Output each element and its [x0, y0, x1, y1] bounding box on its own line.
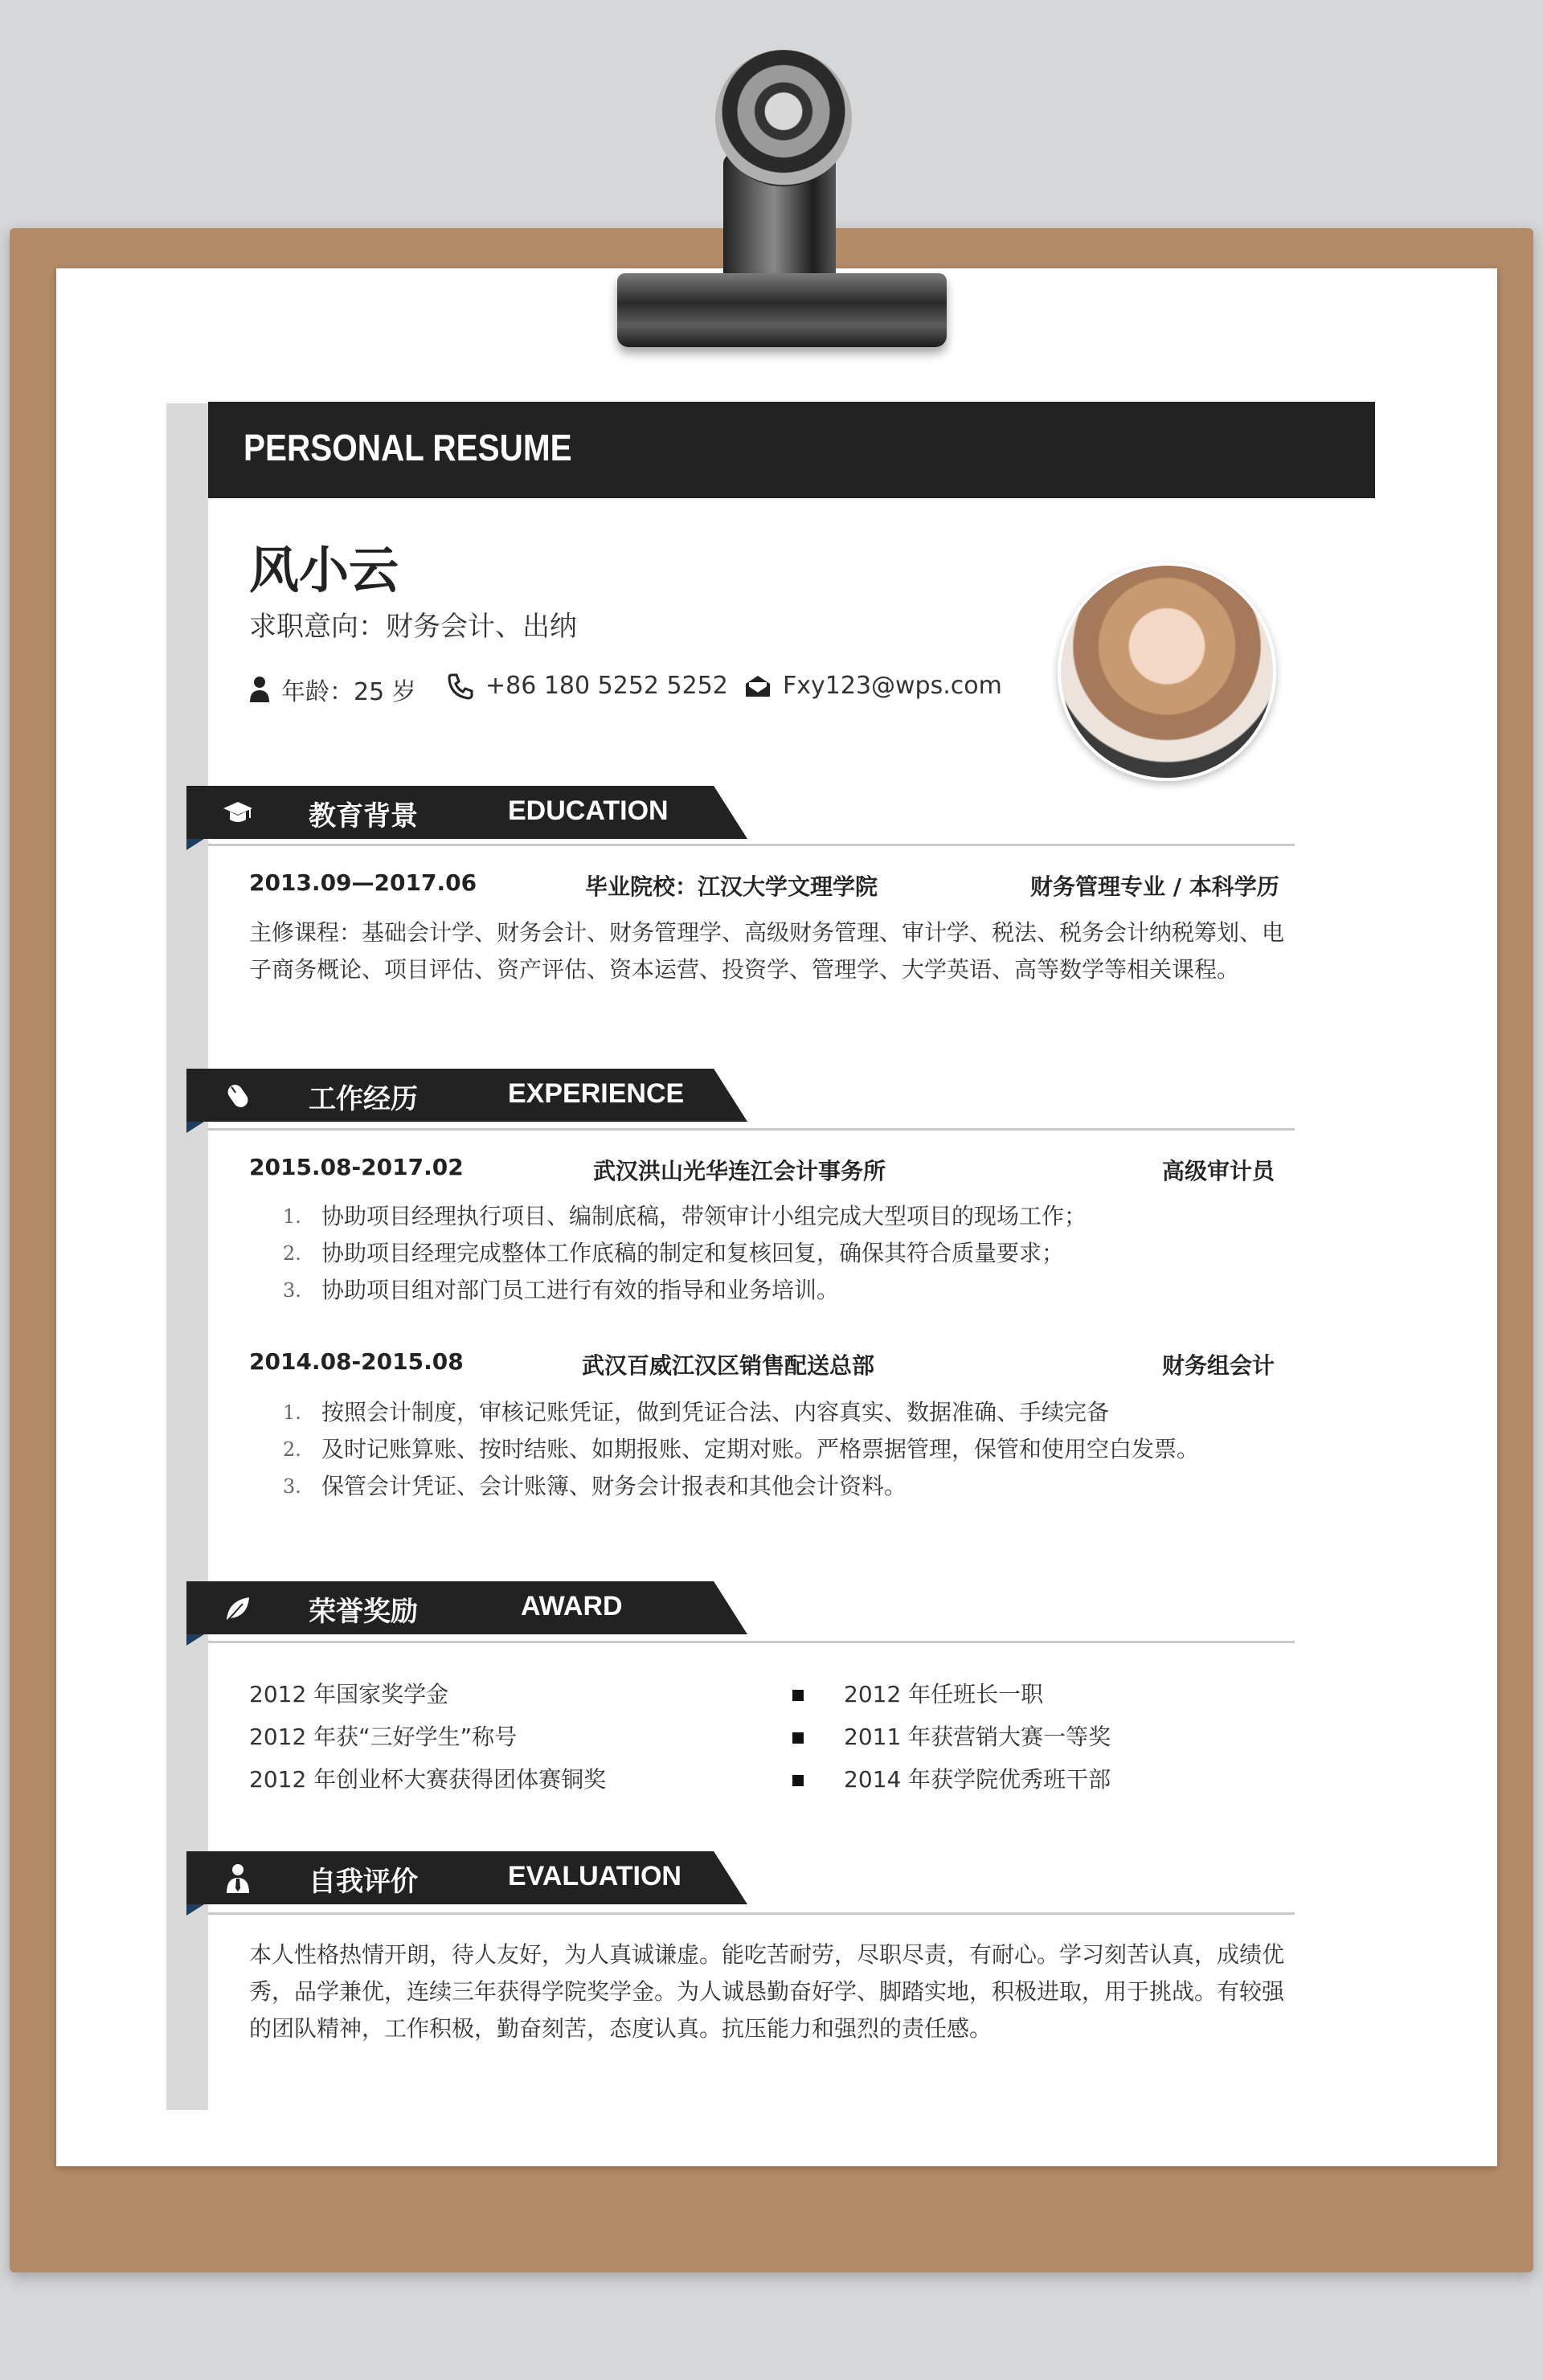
- job-1-position: 高级审计员: [1162, 1158, 1275, 1184]
- graduation-cap-icon: [222, 797, 254, 829]
- job-2-position: 财务组会计: [1162, 1352, 1275, 1379]
- email-text: Fxy123@wps.com: [783, 672, 1002, 700]
- section-award-cn: 荣誉奖励: [309, 1596, 418, 1628]
- section-education-header: [186, 786, 747, 839]
- list-item: 2012 年创业杯大赛获得团体赛铜奖: [249, 1766, 607, 1793]
- list-item: 2011 年获营销大赛一等奖: [792, 1715, 1111, 1758]
- award-list-right: [792, 1673, 1111, 1801]
- mouse-icon: [222, 1080, 254, 1112]
- section-education-cn: 教育背景: [309, 800, 418, 832]
- contact-email: [744, 672, 1002, 700]
- job-1-duties: [283, 1198, 1087, 1309]
- list-item: 1. 按照会计制度，审核记账凭证，做到凭证合法、内容真实、数据准确、手续完备: [283, 1399, 1110, 1425]
- phone-icon: [447, 673, 474, 700]
- section-evaluation-en: EVALUATION: [508, 1861, 681, 1891]
- award-divider: [208, 1641, 1295, 1643]
- resume-title: PERSONAL RESUME: [244, 427, 572, 468]
- list-item: 2012 年国家奖学金: [249, 1681, 449, 1707]
- list-item: 2014 年获学院优秀班干部: [792, 1758, 1111, 1801]
- list-item: 3. 协助项目组对部门员工进行有效的指导和业务培训。: [283, 1277, 840, 1303]
- list-item: 2. 协助项目经理完成整体工作底稿的制定和复核回复，确保其符合质量要求；: [283, 1240, 1065, 1266]
- job-2-period: 2014.08-2015.08: [249, 1348, 464, 1375]
- mail-icon: [744, 674, 772, 698]
- section-education-en: EDUCATION: [508, 795, 669, 826]
- award-list-left: [249, 1673, 606, 1801]
- header-band: [208, 402, 1375, 498]
- age-text: 年龄：25 岁: [281, 678, 416, 706]
- phone-text: +86 180 5252 5252: [485, 672, 728, 700]
- section-evaluation-header: [186, 1851, 747, 1904]
- section-evaluation-cn: 自我评价: [309, 1866, 418, 1898]
- list-item: 2012 年获“三好学生”称号: [249, 1724, 518, 1750]
- person-tie-icon: [222, 1863, 254, 1895]
- evaluation-text: 本人性格热情开朗，待人友好，为人真诚谦虚。能吃苦耐劳，尽职尽责，有耐心。学习刻苦认真，成绩优秀，品学兼优，连续三年获得学院奖学金。为人诚恳勤奋好学、脚踏实地，积极进取，用于挑战。有较强的团队精神，工作积极，勤奋刻苦，态度认真。抗压能力和强烈的责任感。: [249, 1941, 1285, 2042]
- list-item: 1. 协助项目经理执行项目、编制底稿，带领审计小组完成大型项目的现场工作；: [283, 1203, 1087, 1229]
- job-1-company: 武汉洪山光华连江会计事务所: [593, 1158, 886, 1184]
- leaf-icon: [222, 1593, 254, 1625]
- section-experience-cn: 工作经历: [309, 1083, 418, 1115]
- education-period: 2013.09—2017.06: [249, 869, 477, 896]
- candidate-name: 风小云: [249, 541, 399, 599]
- clip-base: [617, 273, 947, 347]
- job-objective: 求职意向：财务会计、出纳: [249, 611, 577, 643]
- contact-age: [249, 672, 416, 707]
- clip-ring: [715, 50, 852, 186]
- list-item: 3. 保管会计凭证、会计账簿、财务会计报表和其他会计资料。: [283, 1473, 907, 1499]
- job-2-duties: [283, 1394, 1199, 1505]
- list-item: 2. 及时记账算账、按时结账、如期报账、定期对账。严格票据管理，保管和使用空白发票。: [283, 1436, 1200, 1462]
- experience-divider: [208, 1128, 1295, 1131]
- list-item: 2012 年任班长一职: [792, 1673, 1111, 1715]
- job-2-company: 武汉百威江汉区销售配送总部: [582, 1352, 875, 1379]
- section-award-header: [186, 1581, 747, 1634]
- education-divider: [208, 844, 1295, 846]
- section-experience-header: [186, 1069, 747, 1122]
- education-courses: 主修课程：基础会计学、财务会计、财务管理学、高级财务管理、审计学、税法、税务会计纳税筹划、电子商务概论、项目评估、资产评估、资本运营、投资学、管理学、大学英语、高等数学等相关课程。: [249, 919, 1285, 983]
- section-experience-en: EXPERIENCE: [508, 1078, 685, 1109]
- section-award-en: AWARD: [521, 1591, 623, 1621]
- education-major: 财务管理专业 / 本科学历: [1030, 873, 1279, 900]
- profile-photo: [1058, 562, 1276, 781]
- person-icon: [249, 676, 270, 703]
- education-school: 毕业院校：江汉大学文理学院: [585, 873, 878, 900]
- evaluation-divider: [208, 1912, 1295, 1915]
- job-1-period: 2015.08-2017.02: [249, 1154, 464, 1180]
- contact-phone: [447, 672, 728, 700]
